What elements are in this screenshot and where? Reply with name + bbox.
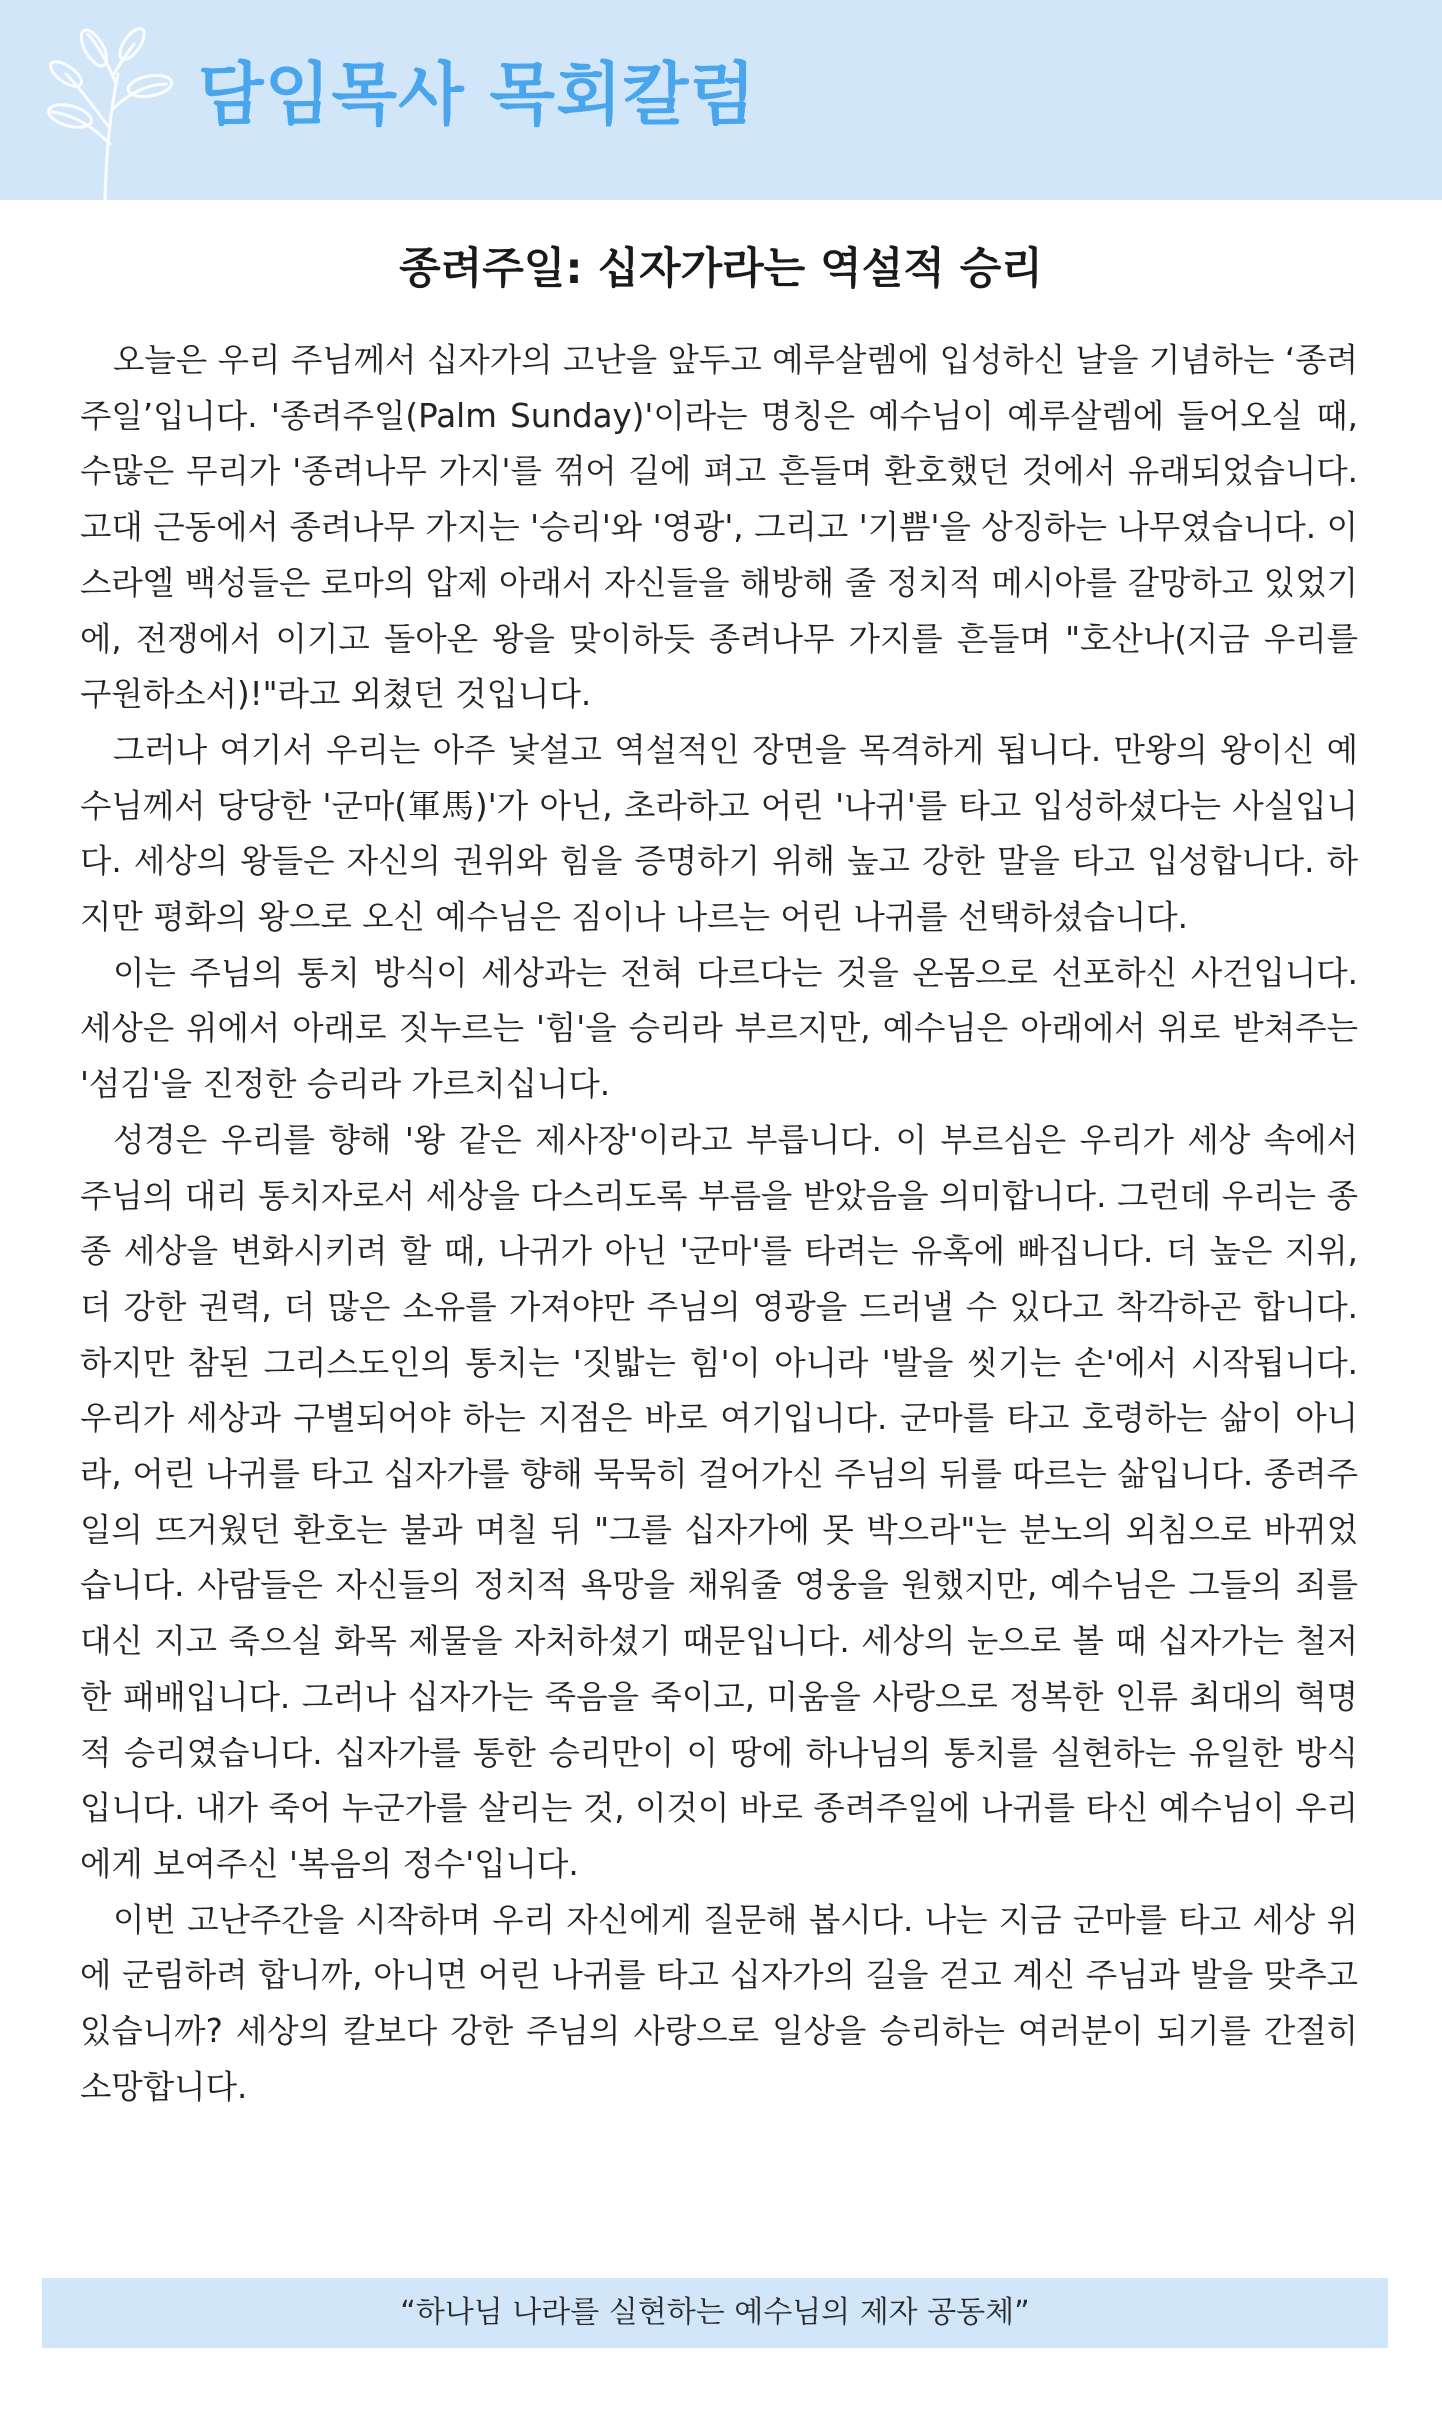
- column-header: [0, 0, 1442, 200]
- leaf-branch-icon: [30, 14, 180, 200]
- footer-banner: [42, 2278, 1388, 2348]
- article-body: [80, 333, 1358, 2116]
- article-paragraph: 그러나 여기서 우리는 아주 낯설고 역설적인 장면을 목격하게 됩니다. 만왕의 왕이신 예수님께서 당당한 '군마(軍馬)'가 아닌, 초라하고 어린 '나귀'를 타고 입성하셨다는 사실입니다. 세상의 왕들은 자신의 권위와 힘을 증명하기 위해 높고 강한 말을 타고 입성합니다. 하지만 평화의 왕으로 오신 예수님은 짐이나 나르는 어린 나귀를 선택하셨습니다.: [80, 730, 1358, 937]
- article-paragraph: 이번 고난주간을 시작하며 우리 자신에게 질문해 봅시다. 나는 지금 군마를 타고 세상 위에 군림하려 합니까, 아니면 어린 나귀를 타고 십자가의 길을 걷고 계신 주님과 발을 맞추고 있습니까? 세상의 칼보다 강한 주님의 사랑으로 일상을 승리하는 여러분이 되기를 간절히 소망합니다.: [80, 1900, 1358, 2106]
- column-title: 담임목사 목회칼럼: [198, 56, 757, 135]
- church-motto: “하나님 나라를 실현하는 예수님의 제자 공동체”: [400, 2295, 1030, 2330]
- article-title: 종려주일: 십자가라는 역설적 승리: [399, 244, 1043, 294]
- article-paragraph: 오늘은 우리 주님께서 십자가의 고난을 앞두고 예루살렘에 입성하신 날을 기념하는 ‘종려주일’입니다. '종려주일(Palm Sunday)'이라는 명칭은 예수님이 예루살렘에 들어오실 때, 수많은 무리가 '종려나무 가지'를 꺾어 길에 펴고 흔들며 환호했던 것에서 유래되었습니다. 고대 근동에서 종려나무 가지는 '승리'와 '영광', 그리고 '기쁨'을 상징하는 나무였습니다. 이스라엘 백성들은 로마의 압제 아래서 자신들을 해방해 줄 정치적 메시아를 갈망하고 있었기에, 전쟁에서 이기고 돌아온 왕을 맞이하듯 종려나무 가지를 흔들며 "호산나(지금 우리를 구원하소서)!"라고 외쳤던 것입니다.: [80, 341, 1358, 714]
- article-paragraph: 이는 주님의 통치 방식이 세상과는 전혀 다르다는 것을 온몸으로 선포하신 사건입니다. 세상은 위에서 아래로 짓누르는 '힘'을 승리라 부르지만, 예수님은 아래에서 위로 받쳐주는 '섬김'을 진정한 승리라 가르치십니다.: [80, 953, 1358, 1104]
- article-paragraph: 성경은 우리를 향해 '왕 같은 제사장'이라고 부릅니다. 이 부르심은 우리가 세상 속에서 주님의 대리 통치자로서 세상을 다스리도록 부름을 받았음을 의미합니다. 그런데 우리는 종종 세상을 변화시키려 할 때, 나귀가 아닌 '군마'를 타려는 유혹에 빠집니다. 더 높은 지위, 더 강한 권력, 더 많은 소유를 가져야만 주님의 영광을 드러낼 수 있다고 착각하곤 합니다. 하지만 참된 그리스도인의 통치는 '짓밟는 힘'이 아니라 '발을 씻기는 손'에서 시작됩니다. 우리가 세상과 구별되어야 하는 지점은 바로 여기입니다. 군마를 타고 호령하는 삶이 아니라, 어린 나귀를 타고 십자가를 향해 묵묵히 걸어가신 주님의 뒤를 따르는 삶입니다. 종려주일의 뜨거웠던 환호는 불과 며칠 뒤 "그를 십자가에 못 박으라"는 분노의 외침으로 바뀌었습니다. 사람들은 자신들의 정치적 욕망을 채워줄 영웅을 원했지만, 예수님은 그들의 죄를 대신 지고 죽으실 화목 제물을 자처하셨기 때문입니다. 세상의 눈으로 볼 때 십자가는 철저한 패배입니다. 그러나 십자가는 죽음을 죽이고, 미움을 사랑으로 정복한 인류 최대의 혁명적 승리였습니다. 십자가를 통한 승리만이 이 땅에 하나님의 통치를 실현하는 유일한 방식입니다. 내가 죽어 누군가를 살리는 것, 이것이 바로 종려주일에 나귀를 타신 예수님이 우리에게 보여주신 '복음의 정수'입니다.: [80, 1120, 1358, 1883]
